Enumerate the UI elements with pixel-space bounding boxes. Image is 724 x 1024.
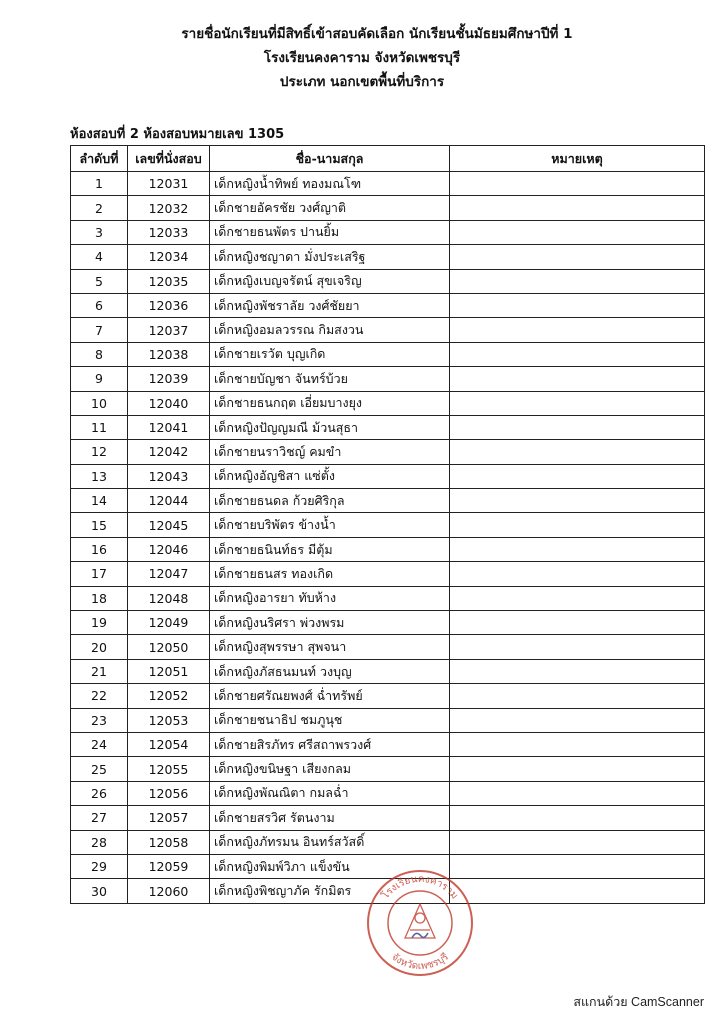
table-row: [71, 659, 705, 683]
row-full-name: เด็กชายธนพัตร ปานยิ้ม: [210, 220, 450, 244]
row-seat-number: 12044: [128, 489, 210, 513]
row-seat-number: 12059: [128, 854, 210, 878]
seal-emblem-icon: [405, 904, 435, 938]
row-remarks: [450, 367, 705, 391]
row-remarks: [450, 196, 705, 220]
row-order: 6: [71, 293, 128, 317]
row-order: 4: [71, 245, 128, 269]
row-full-name: เด็กชายธนดล ก้วยศิริกุล: [210, 489, 450, 513]
row-seat-number: 12058: [128, 830, 210, 854]
row-seat-number: 12031: [128, 172, 210, 196]
table-row: [71, 464, 705, 488]
row-full-name: เด็กชายอัครชัย วงศ์ญาติ: [210, 196, 450, 220]
row-remarks: [450, 318, 705, 342]
row-seat-number: 12040: [128, 391, 210, 415]
row-full-name: เด็กชายศรัณยพงศ์ ฉ่ำทรัพย์: [210, 684, 450, 708]
row-remarks: [450, 342, 705, 366]
row-order: 21: [71, 659, 128, 683]
row-seat-number: 12036: [128, 293, 210, 317]
table-row: [71, 342, 705, 366]
row-full-name: เด็กชายบัญชา จันทร์บ้วย: [210, 367, 450, 391]
row-full-name: เด็กหญิงขนิษฐา เสียงกลม: [210, 757, 450, 781]
table-row: [71, 196, 705, 220]
table-row: [71, 269, 705, 293]
row-full-name: เด็กหญิงน้ำทิพย์ ทองมณโฑ: [210, 172, 450, 196]
row-order: 10: [71, 391, 128, 415]
table-row: [71, 318, 705, 342]
table-row: [71, 513, 705, 537]
row-seat-number: 12051: [128, 659, 210, 683]
row-full-name: เด็กหญิงพัณณิตา กมลฉ่ำ: [210, 781, 450, 805]
row-remarks: [450, 854, 705, 878]
row-order: 5: [71, 269, 128, 293]
row-seat-number: 12052: [128, 684, 210, 708]
row-remarks: [450, 659, 705, 683]
row-full-name: เด็กหญิงสุพรรษา สุพจนา: [210, 635, 450, 659]
row-seat-number: 12060: [128, 879, 210, 903]
row-order: 12: [71, 440, 128, 464]
row-remarks: [450, 732, 705, 756]
row-order: 9: [71, 367, 128, 391]
row-seat-number: 12048: [128, 586, 210, 610]
row-full-name: เด็กหญิงเบญจรัตน์ สุขเจริญ: [210, 269, 450, 293]
table-row: [71, 415, 705, 439]
table-row: [71, 367, 705, 391]
table-row: [71, 440, 705, 464]
row-remarks: [450, 879, 705, 903]
row-order: 2: [71, 196, 128, 220]
row-remarks: [450, 806, 705, 830]
row-full-name: เด็กชายสรวิศ รัตนงาม: [210, 806, 450, 830]
row-order: 3: [71, 220, 128, 244]
row-remarks: [450, 245, 705, 269]
row-full-name: เด็กหญิงปัญญมณี ม้วนสุธา: [210, 415, 450, 439]
row-remarks: [450, 220, 705, 244]
row-remarks: [450, 830, 705, 854]
row-seat-number: 12055: [128, 757, 210, 781]
header-full-name: ชื่อ-นามสกุล: [210, 146, 450, 172]
row-seat-number: 12054: [128, 732, 210, 756]
row-full-name: เด็กหญิงภัทรมน อินทร์สวัสดิ์: [210, 830, 450, 854]
school-seal-stamp: [365, 868, 475, 978]
table-row: [71, 293, 705, 317]
row-full-name: เด็กชายเรวัต บุญเกิด: [210, 342, 450, 366]
table-row: [71, 562, 705, 586]
student-roster-table: [70, 145, 705, 904]
table-row: [71, 781, 705, 805]
table-row: [71, 611, 705, 635]
row-full-name: เด็กหญิงอมลวรรณ กิมสงวน: [210, 318, 450, 342]
row-full-name: เด็กหญิงนริศรา พ่วงพรม: [210, 611, 450, 635]
row-full-name: เด็กชายสิรภัทร ศรีสถาพรวงศ์: [210, 732, 450, 756]
signature-mark-icon: [412, 933, 428, 938]
row-seat-number: 12041: [128, 415, 210, 439]
row-seat-number: 12047: [128, 562, 210, 586]
seal-text-top: โรงเรียนคงคาราม: [380, 873, 460, 902]
row-remarks: [450, 586, 705, 610]
row-seat-number: 12046: [128, 537, 210, 561]
row-seat-number: 12050: [128, 635, 210, 659]
row-order: 30: [71, 879, 128, 903]
row-remarks: [450, 562, 705, 586]
table-row: [71, 489, 705, 513]
row-order: 22: [71, 684, 128, 708]
table-row: [71, 537, 705, 561]
row-order: 11: [71, 415, 128, 439]
table-row: [71, 732, 705, 756]
row-remarks: [450, 757, 705, 781]
row-remarks: [450, 415, 705, 439]
document-header: [0, 22, 724, 94]
row-seat-number: 12053: [128, 708, 210, 732]
table-row: [71, 635, 705, 659]
row-order: 27: [71, 806, 128, 830]
row-order: 18: [71, 586, 128, 610]
scanner-watermark: สแกนด้วย CamScanner: [573, 995, 704, 1009]
row-full-name: เด็กหญิงอารยา ทับห้าง: [210, 586, 450, 610]
row-order: 7: [71, 318, 128, 342]
header-school: โรงเรียนคงคาราม จังหวัดเพชรบุรี: [263, 50, 461, 66]
table-row: [71, 172, 705, 196]
table-row: [71, 830, 705, 854]
row-full-name: เด็กชายชนาธิป ชมภูนุช: [210, 708, 450, 732]
row-full-name: เด็กชายธนสร ทองเกิด: [210, 562, 450, 586]
row-order: 23: [71, 708, 128, 732]
row-remarks: [450, 464, 705, 488]
seal-text-bottom: จังหวัดเพชรบุรี: [389, 951, 451, 973]
row-full-name: เด็กชายธนินท์ธร มีตุ้ม: [210, 537, 450, 561]
table-header-row: [71, 146, 705, 172]
row-order: 13: [71, 464, 128, 488]
row-seat-number: 12042: [128, 440, 210, 464]
row-seat-number: 12037: [128, 318, 210, 342]
row-order: 16: [71, 537, 128, 561]
row-full-name: เด็กหญิงพิมพ์วิภา แข็งขัน: [210, 854, 450, 878]
row-seat-number: 12033: [128, 220, 210, 244]
row-remarks: [450, 391, 705, 415]
row-full-name: เด็กชายบริพัตร ข้างน้ำ: [210, 513, 450, 537]
row-seat-number: 12038: [128, 342, 210, 366]
row-remarks: [450, 293, 705, 317]
row-full-name: เด็กหญิงอัญชิสา แซ่ตั้ง: [210, 464, 450, 488]
row-order: 20: [71, 635, 128, 659]
row-order: 24: [71, 732, 128, 756]
row-seat-number: 12039: [128, 367, 210, 391]
row-seat-number: 12056: [128, 781, 210, 805]
row-remarks: [450, 635, 705, 659]
row-full-name: เด็กหญิงพิชญาภัค รักมิตร: [210, 879, 450, 903]
table-row: [71, 806, 705, 830]
row-order: 29: [71, 854, 128, 878]
row-order: 25: [71, 757, 128, 781]
row-remarks: [450, 172, 705, 196]
table-row: [71, 245, 705, 269]
table-row: [71, 220, 705, 244]
row-full-name: เด็กหญิงภัสธนมนท์ วงบุญ: [210, 659, 450, 683]
row-order: 17: [71, 562, 128, 586]
table-row: [71, 708, 705, 732]
header-order: ลำดับที่: [71, 146, 128, 172]
row-full-name: เด็กชายธนกฤต เอี่ยมบางยุง: [210, 391, 450, 415]
row-remarks: [450, 513, 705, 537]
table-row: [71, 757, 705, 781]
row-full-name: เด็กหญิงชญาดา มั่งประเสริฐ: [210, 245, 450, 269]
row-seat-number: 12049: [128, 611, 210, 635]
row-order: 1: [71, 172, 128, 196]
row-remarks: [450, 440, 705, 464]
row-seat-number: 12034: [128, 245, 210, 269]
row-seat-number: 12045: [128, 513, 210, 537]
row-seat-number: 12032: [128, 196, 210, 220]
row-full-name: เด็กหญิงพัชราลัย วงศ์ชัยยา: [210, 293, 450, 317]
row-full-name: เด็กชายนราวิชญ์ คมขำ: [210, 440, 450, 464]
row-remarks: [450, 708, 705, 732]
header-category: ประเภท นอกเขตพื้นที่บริการ: [279, 74, 445, 90]
row-remarks: [450, 269, 705, 293]
row-order: 19: [71, 611, 128, 635]
table-row: [71, 684, 705, 708]
row-remarks: [450, 781, 705, 805]
room-title: ห้องสอบที่ 2 ห้องสอบหมายเลข 1305: [70, 127, 285, 142]
row-order: 14: [71, 489, 128, 513]
row-order: 8: [71, 342, 128, 366]
header-remarks: หมายเหตุ: [450, 146, 705, 172]
table-row: [71, 391, 705, 415]
row-order: 28: [71, 830, 128, 854]
row-remarks: [450, 684, 705, 708]
table-body: [71, 172, 705, 904]
row-remarks: [450, 537, 705, 561]
row-seat-number: 12057: [128, 806, 210, 830]
header-title: รายชื่อนักเรียนที่มีสิทธิ์เข้าสอบคัดเลือก นักเรียนชั้นมัธยมศึกษาปีที่ 1: [181, 26, 573, 42]
row-remarks: [450, 489, 705, 513]
row-seat-number: 12043: [128, 464, 210, 488]
header-seat-number: เลขที่นั่งสอบ: [128, 146, 210, 172]
row-seat-number: 12035: [128, 269, 210, 293]
row-order: 15: [71, 513, 128, 537]
row-order: 26: [71, 781, 128, 805]
row-remarks: [450, 611, 705, 635]
table-row: [71, 586, 705, 610]
